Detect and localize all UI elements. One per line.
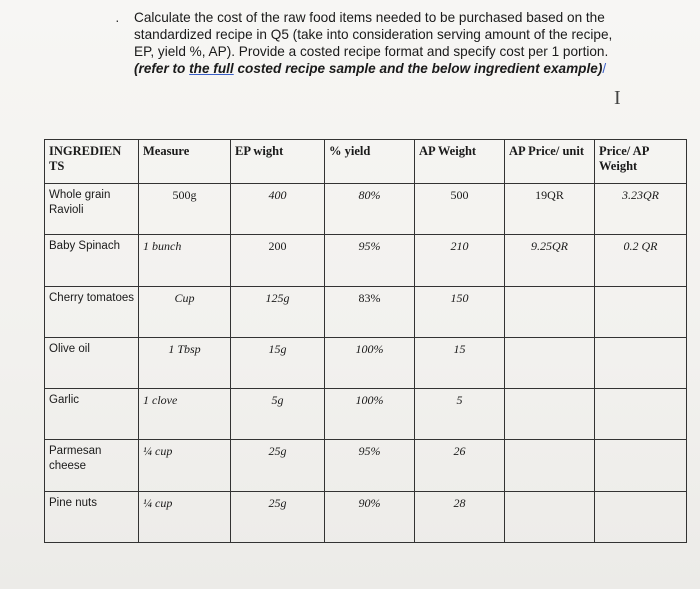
instructions-link-text: the full	[189, 61, 234, 76]
instructions-bold-prefix: (refer to	[134, 61, 190, 76]
costed-ingredients-table	[44, 139, 687, 543]
ap-price-unit-cell: 9.25QR	[505, 235, 595, 286]
price-ap-weight-cell	[595, 337, 687, 388]
header-price-ap-weight: Price/ AP Weight	[595, 140, 687, 184]
measure-cell: ¼ cup	[139, 440, 231, 491]
yield-cell: 90%	[325, 491, 415, 542]
instructions-bold-suffix: costed recipe sample and the below ingredient example)	[233, 61, 603, 76]
measure-cell: 1 bunch	[139, 235, 231, 286]
table-header-row	[45, 140, 687, 184]
measure-cell: 500g	[139, 184, 231, 235]
header-yield: % yield	[325, 140, 415, 184]
text-cursor-icon: I	[614, 87, 621, 109]
ingredient-cell: Pine nuts	[45, 491, 139, 542]
ap-weight-cell: 500	[415, 184, 505, 235]
price-ap-weight-cell	[595, 491, 687, 542]
ep-weight-cell: 125g	[231, 286, 325, 337]
yield-cell: 100%	[325, 337, 415, 388]
table-row	[45, 440, 687, 491]
yield-cell: 83%	[325, 286, 415, 337]
table-row	[45, 337, 687, 388]
ap-price-unit-cell	[505, 286, 595, 337]
table-row	[45, 389, 687, 440]
yield-cell: 80%	[325, 184, 415, 235]
ep-weight-cell: 25g	[231, 440, 325, 491]
header-ingredients: INGREDIEN TS	[45, 140, 139, 184]
ingredient-cell: Baby Spinach	[45, 235, 139, 286]
ap-weight-cell: 150	[415, 286, 505, 337]
yield-cell: 100%	[325, 389, 415, 440]
ep-weight-cell: 15g	[231, 337, 325, 388]
ap-price-unit-cell: 19QR	[505, 184, 595, 235]
table-row	[45, 286, 687, 337]
ap-price-unit-cell	[505, 337, 595, 388]
ingredient-cell: Whole grain Ravioli	[45, 184, 139, 235]
header-ap-weight: AP Weight	[415, 140, 505, 184]
ingredient-cell: Parmesan cheese	[45, 440, 139, 491]
bullet-point: ·	[115, 12, 120, 28]
edit-cursor-mark: /	[602, 61, 607, 76]
table-row	[45, 491, 687, 542]
measure-cell: 1 Tbsp	[139, 337, 231, 388]
price-ap-weight-cell	[595, 440, 687, 491]
header-measure: Measure	[139, 140, 231, 184]
header-ap-price-unit: AP Price/ unit	[505, 140, 595, 184]
ap-weight-cell: 15	[415, 337, 505, 388]
yield-cell: 95%	[325, 440, 415, 491]
price-ap-weight-cell: 3.23QR	[595, 184, 687, 235]
question-instructions	[134, 9, 624, 77]
price-ap-weight-cell	[595, 286, 687, 337]
measure-cell: Cup	[139, 286, 231, 337]
ap-price-unit-cell	[505, 389, 595, 440]
ep-weight-cell: 5g	[231, 389, 325, 440]
ap-price-unit-cell	[505, 440, 595, 491]
ap-weight-cell: 5	[415, 389, 505, 440]
ap-weight-cell: 210	[415, 235, 505, 286]
measure-cell: 1 clove	[139, 389, 231, 440]
ingredient-cell: Garlic	[45, 389, 139, 440]
ep-weight-cell: 25g	[231, 491, 325, 542]
yield-cell: 95%	[325, 235, 415, 286]
table-row	[45, 184, 687, 235]
ep-weight-cell: 400	[231, 184, 325, 235]
ingredient-cell: Cherry tomatoes	[45, 286, 139, 337]
ap-weight-cell: 28	[415, 491, 505, 542]
price-ap-weight-cell: 0.2 QR	[595, 235, 687, 286]
ap-price-unit-cell	[505, 491, 595, 542]
ingredient-cell: Olive oil	[45, 337, 139, 388]
table-row	[45, 235, 687, 286]
ep-weight-cell: 200	[231, 235, 325, 286]
measure-cell: ¼ cup	[139, 491, 231, 542]
header-ep-weight: EP wight	[231, 140, 325, 184]
price-ap-weight-cell	[595, 389, 687, 440]
ap-weight-cell: 26	[415, 440, 505, 491]
instructions-text: Calculate the cost of the raw food items needed to be purchased based on the standardized recipe in Q5 (take into consideration serving amount of the recipe, EP, yield %, AP). Provide a costed recipe format and specify cost per 1 portion.	[134, 10, 613, 59]
